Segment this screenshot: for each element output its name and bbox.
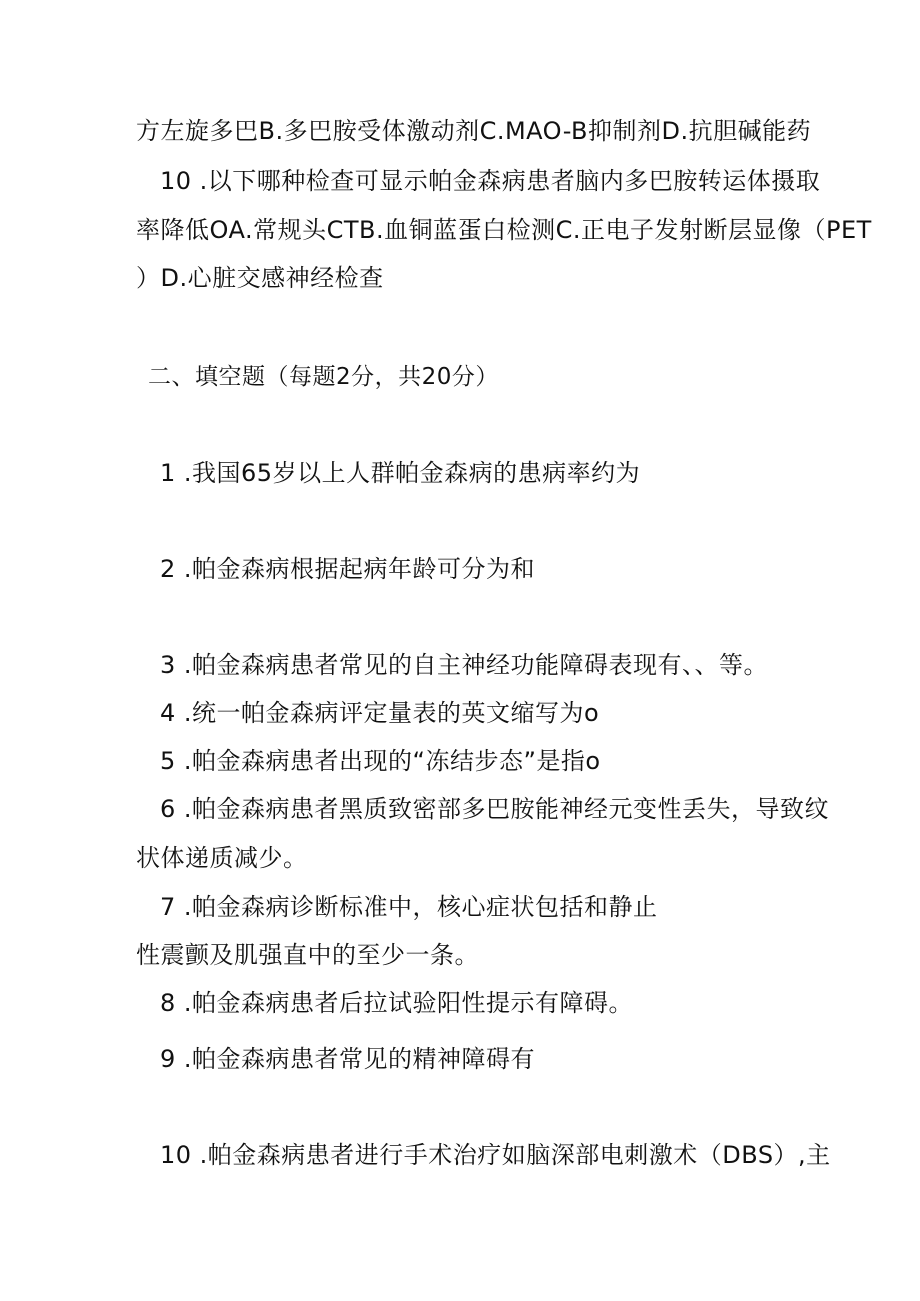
- fill-question-8: 8 .帕金森病患者后拉试验阳性提示有障碍。: [160, 989, 634, 1017]
- fill-question-4: 4 .统一帕金森病评定量表的英文缩写为o: [160, 699, 600, 727]
- fill-question-7-line-2: 性震颤及肌强直中的至少一条。: [136, 941, 479, 969]
- fill-question-2: 2 .帕金森病根据起病年龄可分为和: [160, 555, 536, 583]
- fill-question-5: 5 .帕金森病患者出现的“冻结步态”是指o: [160, 747, 601, 775]
- fill-question-7-line-1: 7 .帕金森病诊断标准中，核心症状包括和静止: [160, 893, 658, 921]
- fill-question-10: 10 .帕金森病患者进行手术治疗如脑深部电刺激术（DBS）,主: [160, 1141, 831, 1169]
- question-9-options-line: 方左旋多巴B.多巴胺受体激动剂C.MAO-B抑制剂D.抗胆碱能药: [136, 117, 812, 145]
- fill-question-6-line-1: 6 .帕金森病患者黑质致密部多巴胺能神经元变性丢失，导致纹: [160, 795, 830, 823]
- fill-question-6-line-2: 状体递质减少。: [136, 844, 308, 872]
- question-10-stem-line-1: 10 .以下哪种检查可显示帕金森病患者脑内多巴胺转运体摄取: [160, 167, 821, 195]
- section-heading-fill-in-blank: 二、填空题（每题2分，共20分）: [148, 364, 499, 390]
- question-10-stem-line-3: ）D.心脏交感神经检查: [136, 264, 384, 292]
- fill-question-9: 9 .帕金森病患者常见的精神障碍有: [160, 1045, 536, 1073]
- fill-question-1: 1 .我国65岁以上人群帕金森病的患病率约为: [160, 459, 641, 487]
- question-10-stem-line-2: 率降低OA.常规头CTB.血铜蓝蛋白检测C.正电子发射断层显像（PET: [136, 216, 872, 244]
- fill-question-3: 3 .帕金森病患者常见的自主神经功能障碍表现有、、等。: [160, 651, 769, 679]
